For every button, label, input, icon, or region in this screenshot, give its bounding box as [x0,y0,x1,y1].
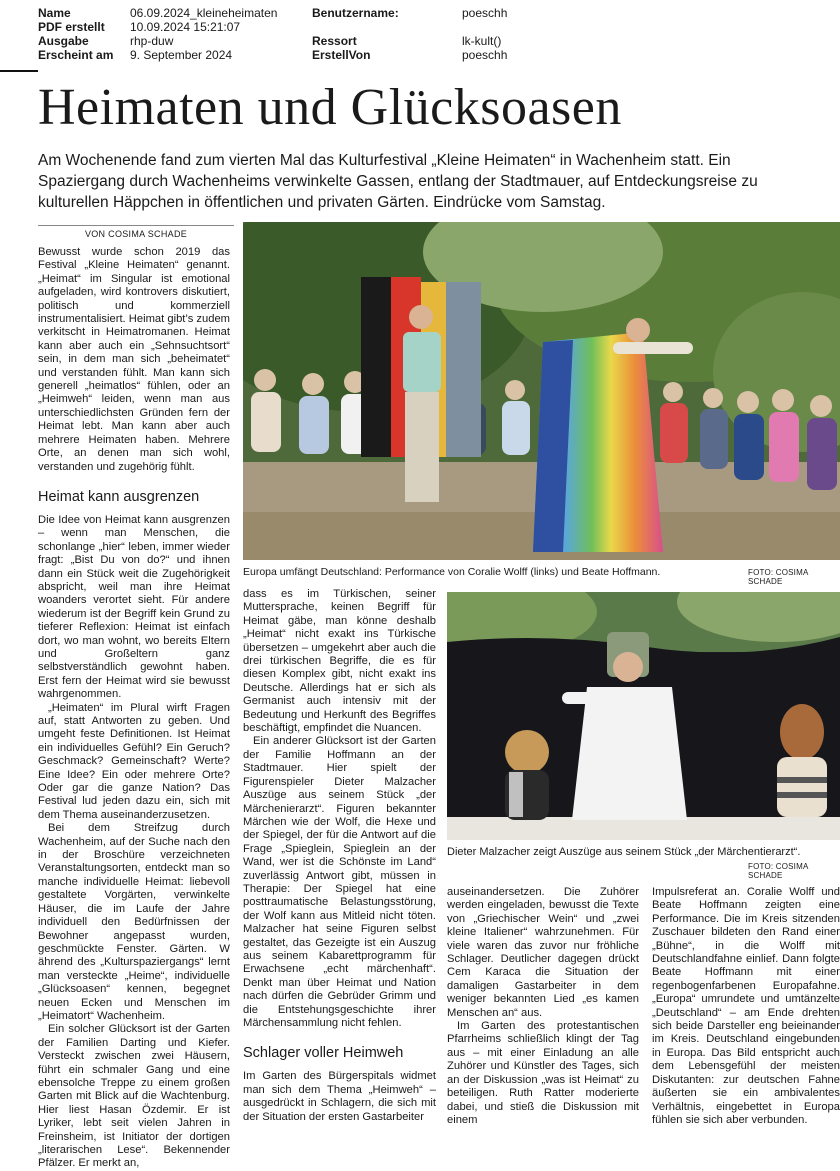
paragraph: Die Idee von Heimat kann ausgrenzen – wenn man Menschen, die schonlange „hier“ leben, immer wieder fragt: „Bist Du von do?“ und ihnen dann ein Stück weit die Zugehörigkeit abspricht, weil man ihre Heimat woanders verortet sieht. Für andere wiederum ist der Begriff kein Grund zu tieferer Reflexion: Heimat ist einfach dort, wo man wohnt, wo bereits Eltern und Großeltern ganz selbstverständlich gewohnt haben. Erst fern der Heimat wird sie bewusst wahrgenommen. [38,513,230,701]
meta-right [312,6,507,62]
photo-performance-image [243,222,840,560]
meta-key: Erscheint am [38,48,114,62]
paragraph: Bei dem Streifzug durch Wachenheim, auf der Suche nach den in der Broschüre verzeichneten Veranstaltungsorten, entdeckt man so manche individuelle Heimat: liebevoll gestaltete Vorgärten, verwinkelte Häuser, die im Laufe der Jahre individuell den Bedürfnissen der Bewohner angepasst wurden, geschmückte Fenster. Gärten. W ährend des „Kulturspaziergangs“ lernt man versteckte „Heime“, individuelle „Glücksoasen“ kennen, begegnet neuen Ecken und Menschen im „Heimatort“ Wachenheim. [38,822,230,1022]
subheading: Heimat kann ausgrenzen [38,488,200,505]
meta-value: rhp-duw [130,34,174,48]
paragraph: „Heimaten“ im Plural wirft Fragen auf, statt Antworten zu geben. Und umgeht feste Definitionen. Ist Heimat ein individuelles Gefühl? Ein Geruch? Geschmack? Gemeinschaft? Werte? Eine Idee? Ein oder mehrere Orte? Oder gar die ganze Nation? Das Festival lud jeden dazu ein, sich mit dem Thema auseinanderzusetzen. [38,701,230,821]
meta-key: ErstellVon [312,48,371,62]
photo-performance-credit: FOTO: COSIMA SCHADE [748,568,809,586]
paragraph: dass es im Türkischen, seiner Muttersprache, keinen Begriff für Heimat gäbe, man könne deshalb „Heimat“ nicht exakt ins Türkische übersetzen – umgekehrt aber auch die drei türkischen Begriffe, die es für diesen Komplex gibt, nicht exakt ins Deutsche. Allerdings hat er sich als Germanist auch intensiv mit der Bedeutung und Herkunft des Begriffes beschäftigt, empfindet die Nuancen. [243,588,436,735]
paragraph: Im Garten des protestantischen Pfarrheims schließlich klingt der Tag aus – mit einer Einladung an alle Zuhörer und Künstler des Tages, sich an der Diskussion „was ist Heimat“ zu beteiligen. Ruth Ratter moderierte dabei, und stieß die Diskussion mit einem [447,1020,639,1126]
article-column-4 [652,886,840,1127]
meta-key: PDF erstellt [38,20,105,34]
meta-value: 10.09.2024 15:21:07 [130,20,241,34]
photo-puppeteer-credit: FOTO: COSIMA SCHADE [748,862,809,880]
meta-value: 9. September 2024 [130,48,233,62]
article-column-2 [243,588,436,1124]
meta-key: Benutzername: [312,6,399,20]
photo-puppeteer [447,592,840,840]
paragraph: auseinandersetzen. Die Zuhörer werden eingeladen, bewusst die Texte von „Griechischer Wein“ und „zwei kleine Italiener“ wahrzunehmen. Für viele waren das zuvor nur fröhliche Schlager. Deutlicher dagegen drückt Cem Karaca die Situation der damaligen Gastarbeiter in dem weniger bekannten Lied „es kamen Menschen an“ aus. [447,886,639,1019]
photo-performance-caption: Europa umfängt Deutschland: Performance von Coralie Wolff (links) und Beate Hoffmann. [243,566,661,578]
meta-key [312,20,462,34]
headline: Heimaten und Glücksoasen [38,79,622,136]
meta-value: 06.09.2024_kleineheimaten [130,6,278,20]
article-column-3 [447,886,639,1127]
paragraph: Bewusst wurde schon 2019 das Festival „Kleine Heimaten“ genannt. „Heimat“ im Singular ist emotional aufgeladen, wird kontrovers diskutiert, politisch und kommerziell instrumentalisiert. Heimat gibt’s zudem verkitscht in Heimatromanen. Heimat kann aber auch ein „Sehnsuchtsort“ sein, in dem man sich „beheimatet“ und verstanden fühlt. Man kann sich generell „heimatlos“ fühlen, oder an „Heimweh“ leiden, wenn man aus unterschiedlichsten Gründen fern der Heimat lebt. Man kann aber auch mehrere Heimaten haben. Mehrere Orte, an denen man sich wohl, verstanden und zugehörig fühlt. [38,246,230,473]
paragraph: Im Garten des Bürgerspitals widmet man sich dem Thema „Heimweh“ – ausgedrückt in Schlagern, die sich mit der Situation der ersten Gastarbeiter [243,1070,436,1123]
photo-performance [243,222,840,560]
meta-value: poeschh [462,6,508,20]
subheading: Schlager voller Heimweh [243,1045,404,1062]
meta-key: Ressort [312,34,357,48]
subline: Am Wochenende fand zum vierten Mal das Kulturfestival „Kleine Heimaten“ in Wachenheim statt. Ein Spaziergang durch Wachenheims verwinkelte Gassen, entlang der Stadtmauer, auf Entdeckungsreise zu kulturellen Häppchen in öffentlichen und privaten Gärten. Eindrücke vom Samstag. [38,152,758,211]
top-rule [0,70,38,72]
photo-puppeteer-image [447,592,840,840]
paragraph: Ein anderer Glücksort ist der Garten der Familie Hoffmann an der Stadtmauer. Hier spielt der Figurenspieler Dieter Malzacher Auszüge aus seinem Stück „der Märchenierarzt“. Figuren bekannter Märchen wie der Wolf, die Hexe und der Spiegel, der für die Antwort auf die Frage „Spieglein, Spieglein an der Wand, wer ist die Schönste im Land“ zuverlässig Antwort gibt, müssen in Therapie: Der Spiegel hat eine posttraumatische Belastungsstörung, der Wolf kann aus Mitleid nicht töten. Malzacher hat seine Figuren selbst gestaltet, das Gezeigte ist ein Auszug aus seinem Kabarettprogramm für Erwachsene „echt märchenhaft“. Denkt man über Heimat und Nation nach dürfen die Gebrüder Grimm und die Entstehungsgeschichte ihrer Märchensammlung nicht fehlen. [243,735,436,1029]
article-column-1 [38,246,230,1171]
photo-puppeteer-caption: Dieter Malzacher zeigt Auszüge aus seinem Stück „der Märchentierarzt“. [447,846,801,858]
paragraph: Impulsreferat an. Coralie Wolff und Beate Hoffmann zeigten eine Performance. Die im Kreis sitzenden Zuschauer bildeten den Rand einer „Bühne“, in die Wolff mit Deutschlandfahne einlief. Dann folgte Beate Hoffmann mit einer regenbogenfarbenen Europafahne. „Europa“ umrundete und umtänzelte „Deutschland“ – am Ende drehten sich beide Darsteller eng beieinander im Kreis. Deutschland eingebunden in Europa. Das Bild entspricht auch dem Lebensgefühl der meisten Diskutanten: zur deutschen Fahne äußerten sie ein ambivalentes Verhältnis, eingebettet in Europa fühlen sie sich aber verbunden. [652,886,840,1126]
paragraph: Ein solcher Glücksort ist der Garten der Familien Darting und Kiefer. Versteckt zwischen zwei Häusern, führt ein schmaler Gang und eine ebensolche Treppe zu einem großen Garten mit Blick auf die Wachtenburg. Hier liest Hasan Özdemir. Er ist Lyriker, lebt seit vielen Jahren in Freinsheim, ist Initiator der dortigen „literarischen Lese“. Bekennender Pfälzer. Er merkt an, [38,1023,230,1170]
meta-value: poeschh [462,48,508,62]
meta-left [38,6,310,62]
meta-key: Ausgabe [38,34,89,48]
meta-key: Name [38,6,71,20]
meta-value: lk-kult() [462,34,502,48]
byline: VON COSIMA SCHADE [38,225,234,239]
